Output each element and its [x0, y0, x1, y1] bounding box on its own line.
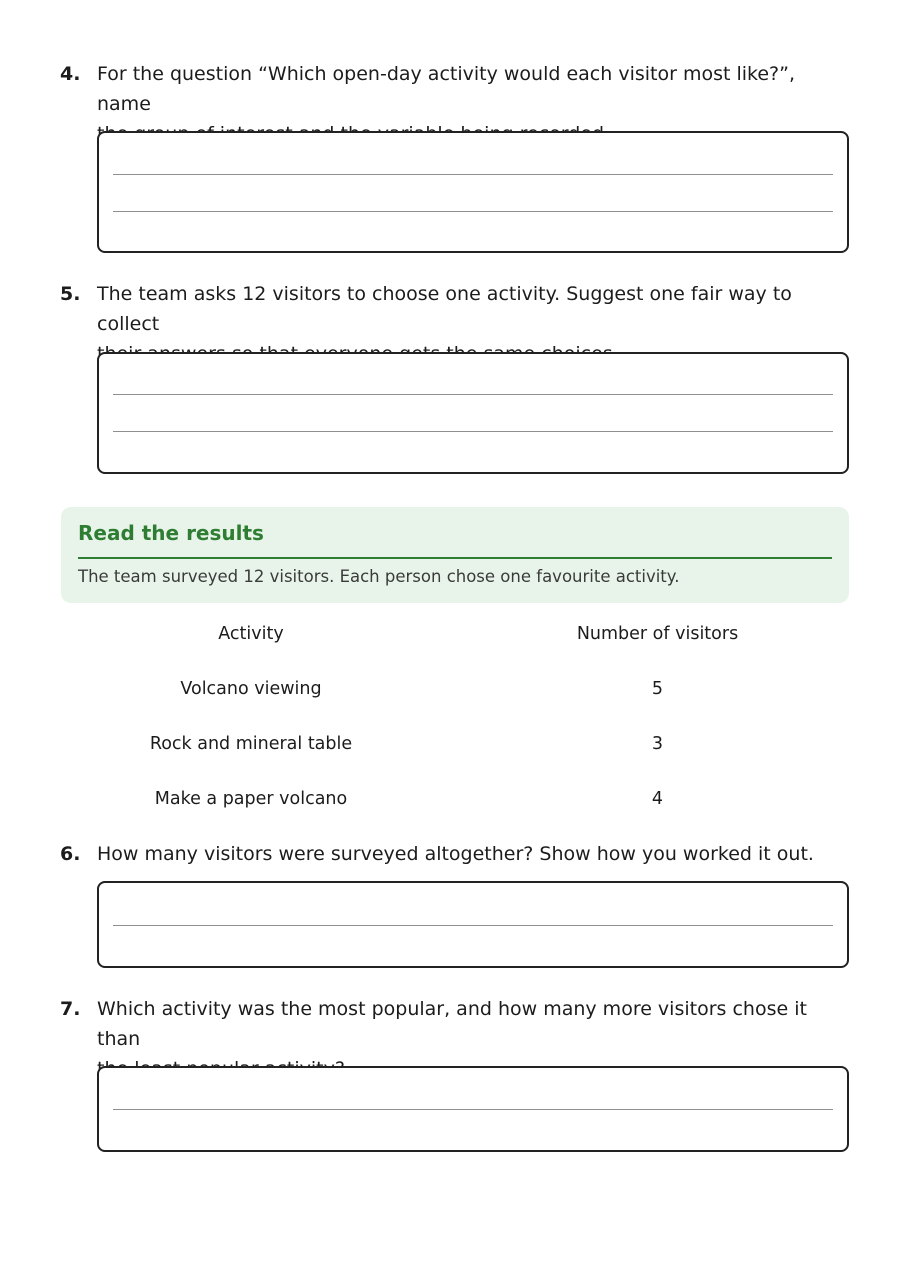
- table-cell-count: 3: [651, 734, 664, 754]
- answer-line: [113, 431, 833, 432]
- table-cell-count: 4: [651, 789, 664, 809]
- answer-line: [113, 211, 833, 212]
- question-line: How many visitors were surveyed altogether? Show how you worked it out.: [97, 843, 814, 865]
- question-number: 4.: [60, 63, 81, 85]
- answer-box-6[interactable]: [97, 881, 849, 968]
- answer-box-5[interactable]: [97, 352, 849, 474]
- question-line: Which activity was the most popular, and how many more visitors chose it than: [97, 998, 807, 1050]
- question-number: 5.: [60, 283, 81, 305]
- table-cell-count: 5: [651, 679, 664, 699]
- panel-divider: [78, 557, 832, 559]
- answer-box-7[interactable]: [97, 1066, 849, 1152]
- table-cell-activity: Rock and mineral table: [149, 734, 353, 754]
- panel-description: The team surveyed 12 visitors. Each person chose one favourite activity.: [78, 567, 680, 586]
- question-line: For the question “Which open-day activity would each visitor most like?”, name: [97, 63, 796, 115]
- results-panel: [61, 507, 849, 603]
- question-number: 7.: [60, 998, 81, 1020]
- panel-title: Read the results: [78, 521, 264, 545]
- question-number: 6.: [60, 843, 81, 865]
- question-text: [97, 839, 837, 869]
- answer-line: [113, 1109, 833, 1110]
- question-line: The team asks 12 visitors to choose one activity. Suggest one fair way to collect: [97, 283, 792, 335]
- answer-box-4[interactable]: [97, 131, 849, 253]
- table-header-visitors: Number of visitors: [576, 624, 739, 644]
- table-cell-activity: Make a paper volcano: [154, 789, 348, 809]
- table-header-activity: Activity: [218, 624, 284, 644]
- answer-line: [113, 925, 833, 926]
- answer-line: [113, 394, 833, 395]
- answer-line: [113, 174, 833, 175]
- table-cell-activity: Volcano viewing: [180, 679, 322, 699]
